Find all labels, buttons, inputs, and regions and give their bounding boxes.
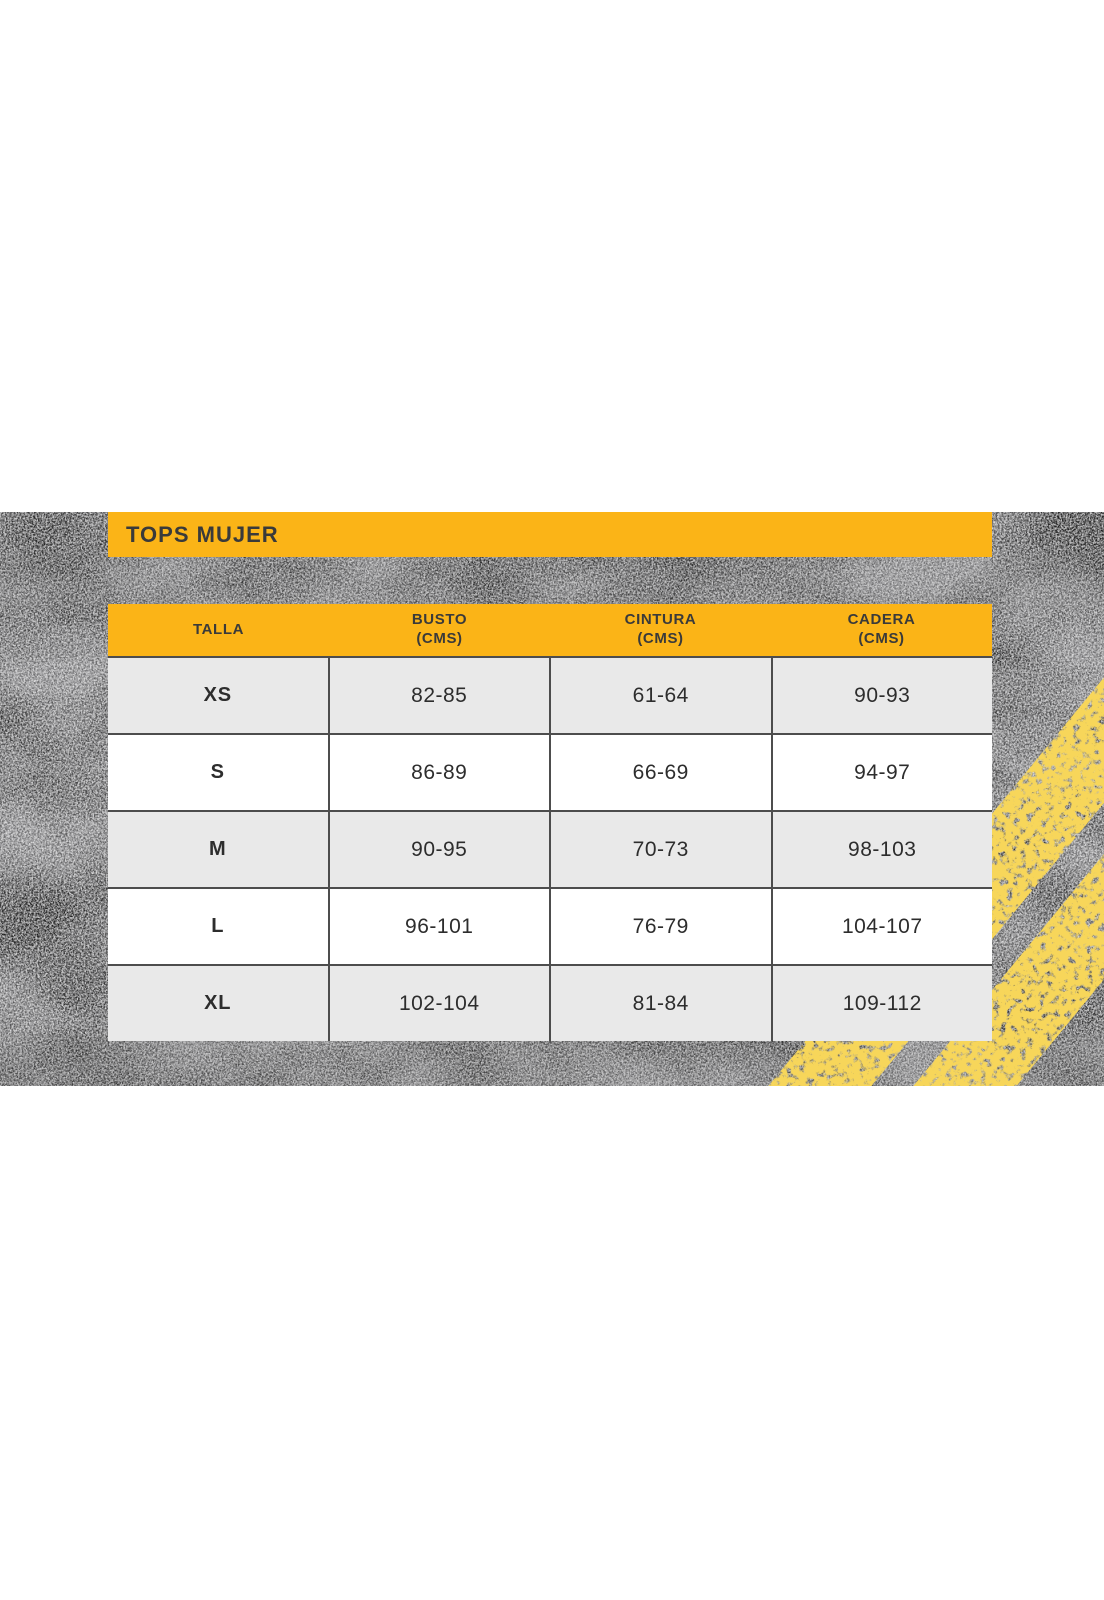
busto-cell: 102-104: [328, 966, 550, 1041]
table-row-xl: [108, 964, 992, 1041]
table-row-s: [108, 733, 992, 810]
column-header-unit: (CMS): [416, 630, 463, 647]
column-header-unit: (CMS): [637, 630, 684, 647]
column-header-unit: (CMS): [858, 630, 905, 647]
cadera-cell: 109-112: [771, 966, 993, 1041]
cadera-cell: 98-103: [771, 812, 993, 887]
size-cell: S: [210, 761, 225, 783]
column-header-label: CADERA: [847, 611, 916, 629]
table-row-m: [108, 810, 992, 887]
cadera-cell: 104-107: [771, 889, 993, 964]
column-header-label: CINTURA: [624, 611, 697, 629]
size-chart: [108, 512, 992, 1041]
column-header-cadera: [771, 604, 992, 656]
cadera-cell: 90-93: [771, 658, 993, 733]
busto-cell: 96-101: [328, 889, 550, 964]
size-cell: M: [209, 838, 227, 860]
size-table: [108, 604, 992, 1041]
column-header-label: BUSTO: [411, 611, 468, 629]
column-header-talla: [108, 604, 329, 656]
page-title: TOPS MUJER: [126, 521, 279, 547]
cintura-cell: 76-79: [549, 889, 771, 964]
size-cell: L: [211, 915, 225, 937]
column-header-label: TALLA: [192, 620, 245, 638]
column-header-cintura: [550, 604, 771, 656]
cintura-cell: 70-73: [549, 812, 771, 887]
size-cell: XL: [204, 992, 232, 1014]
busto-cell: 86-89: [328, 735, 550, 810]
asphalt-band: [0, 512, 1104, 1086]
cintura-cell: 66-69: [549, 735, 771, 810]
table-row-xs: [108, 656, 992, 733]
cintura-cell: 61-64: [549, 658, 771, 733]
table-header-row: [108, 604, 992, 656]
cadera-cell: 94-97: [771, 735, 993, 810]
title-bar: [108, 512, 992, 557]
size-cell: XS: [203, 684, 232, 706]
column-header-busto: [329, 604, 550, 656]
busto-cell: 90-95: [328, 812, 550, 887]
table-row-l: [108, 887, 992, 964]
cintura-cell: 81-84: [549, 966, 771, 1041]
busto-cell: 82-85: [328, 658, 550, 733]
